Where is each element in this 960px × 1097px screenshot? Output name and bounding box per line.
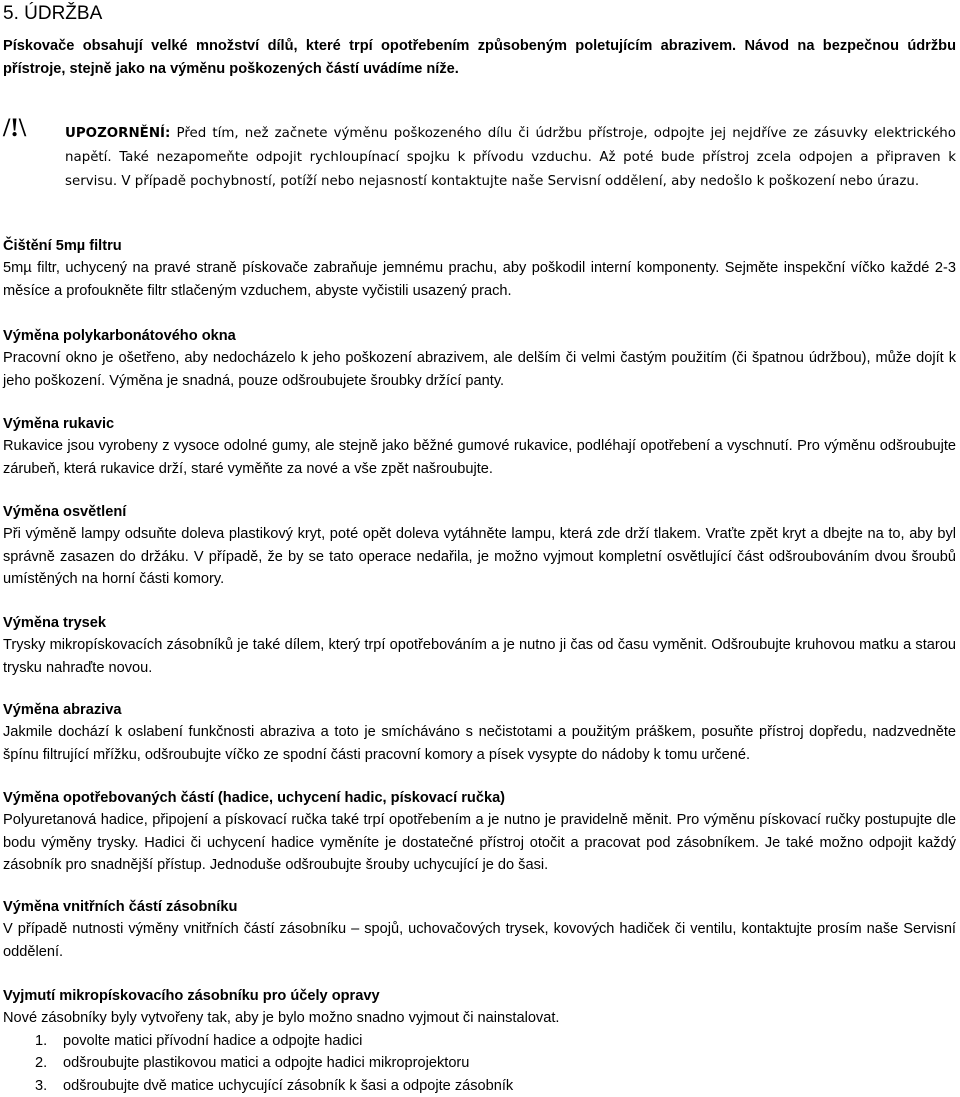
section-worn-parts xyxy=(3,787,956,877)
section-nozzles xyxy=(3,612,956,679)
section-heading: 5. ÚDRŽBA xyxy=(3,2,102,26)
section-window xyxy=(3,325,956,392)
section-lighting xyxy=(3,501,956,591)
section-title: Výměna polykarbonátového okna xyxy=(3,325,956,347)
warning-icon: /!\ xyxy=(3,113,26,143)
list-item xyxy=(63,1030,956,1053)
section-title: Výměna trysek xyxy=(3,612,956,634)
section-text: Při výměně lampy odsuňte doleva plastikový kryt, poté opět doleva vytáhněte lampu, která zde drží tlakem. Vraťte zpět kryt a dbejte na to, aby byl správně zasazen do držáku. V případě, že by se tato operace nedařila, je možno vyjmout kompletní osvětlující část odšroubováním dvou šroubů umístěných na horní části komory. xyxy=(3,523,956,591)
intro-paragraph: Pískovače obsahují velké množství dílů, které trpí opotřebením způsobeným poletujícím abrazivem. Návod na bezpečnou údržbu přístroje, stejně jako na výměnu poškozených částí uvádíme níže. xyxy=(3,35,956,81)
section-title: Výměna osvětlení xyxy=(3,501,956,523)
section-gloves xyxy=(3,413,956,480)
section-text: 5mµ filtr, uchycený na pravé straně pískovače zabraňuje jemnému prachu, aby poškodil interní komponenty. Sejměte inspekční víčko každé 2-3 měsíce a profoukněte filtr stlačeným vzduchem, abyste vyčistili usazený prach. xyxy=(3,257,956,302)
step-number: 3. xyxy=(35,1075,47,1097)
list-item xyxy=(63,1052,956,1075)
step-number: 2. xyxy=(35,1052,47,1075)
section-text: Jakmile dochází k oslabení funkčnosti abraziva a toto je smícháváno s nečistotami a použitým práškem, posuňte přístroj dopředu, nadzvedněte špínu filtrující mřížku, odšroubujte víčko ze spodní části pracovní komory a písek vysypte do nádoby k tomu určené. xyxy=(3,721,956,766)
section-filter xyxy=(3,235,956,302)
section-text: Rukavice jsou vyrobeny z vysoce odolné gumy, ale stejně jako běžné gumové rukavice, podléhají opotřebení a vyschnutí. Pro výměnu odšroubujte zárubeň, která rukavice drží, staré vyměňte za nové a vše zpět našroubujte. xyxy=(3,435,956,480)
section-title: Výměna abraziva xyxy=(3,699,956,721)
warning-text: Před tím, než začnete výměnu poškozeného dílu či údržbu přístroje, odpojte jej nejdříve ze zásuvky elektrického napětí. Také nezapomeňte odpojit rychloupínací spojku k přívodu vzduchu. Až poté bude přístroj zcela odpojen a připraven k servisu. V případě pochybností, potíží nebo nejasností kontaktujte naše Servisní oddělení, aby nedošlo k poškození nebo úrazu. xyxy=(65,126,956,189)
step-number: 1. xyxy=(35,1030,47,1053)
list-item xyxy=(63,1075,956,1097)
step-text: povolte matici přívodní hadice a odpojte hadici xyxy=(63,1033,362,1049)
section-title: Výměna rukavic xyxy=(3,413,956,435)
section-title: Výměna vnitřních částí zásobníku xyxy=(3,896,956,918)
section-text: Polyuretanová hadice, připojení a pískovací ručka také trpí opotřebením a je nutno je pravidelně měnit. Pro výměnu pískovací ručky postupujte dle bodu výměny trysky. Hadici či uchycení hadice vyměníte je dostatečné přístroj otočit a pracovat pod zásobníkem. Je také možno odpojit každý zásobník pro snadnější přístup. Jednoduše odšroubujte šrouby uchycující je do šasi. xyxy=(3,809,956,877)
section-tank-removal xyxy=(3,985,956,1097)
section-text: Pracovní okno je ošetřeno, aby nedocházelo k jeho poškození abrazivem, ale delším či velmi častým použitím (či špatnou údržbou), může dojít k jeho poškození. Výměna je snadná, pouze odšroubujete šroubky držící panty. xyxy=(3,347,956,392)
section-title: Výměna opotřebovaných částí (hadice, uchycení hadic, pískovací ručka) xyxy=(3,787,956,809)
steps-list xyxy=(3,1030,956,1097)
warning-paragraph xyxy=(65,122,956,194)
section-text: Trysky mikropískovacích zásobníků je také dílem, který trpí opotřebováním a je nutno ji čas od času vyměnit. Odšroubujte kruhovou matku a starou trysku nahraďte novou. xyxy=(3,634,956,679)
section-text: Nové zásobníky byly vytvořeny tak, aby je bylo možno snadno vyjmout či nainstalovat. xyxy=(3,1007,956,1030)
section-text: V případě nutnosti výměny vnitřních částí zásobníku – spojů, uchovačových trysek, kovových hadiček či ventilu, kontaktujte prosím naše Servisní oddělení. xyxy=(3,918,956,963)
section-title: Čištění 5mµ filtru xyxy=(3,235,956,257)
section-tank-internals xyxy=(3,896,956,963)
section-title: Vyjmutí mikropískovacího zásobníku pro účely opravy xyxy=(3,985,956,1007)
section-abrasive xyxy=(3,699,956,766)
step-text: odšroubujte dvě matice uchycující zásobník k šasi a odpojte zásobník xyxy=(63,1078,513,1094)
warning-label: UPOZORNĚNÍ: xyxy=(65,126,170,141)
step-text: odšroubujte plastikovou matici a odpojte hadici mikroprojektoru xyxy=(63,1055,469,1071)
